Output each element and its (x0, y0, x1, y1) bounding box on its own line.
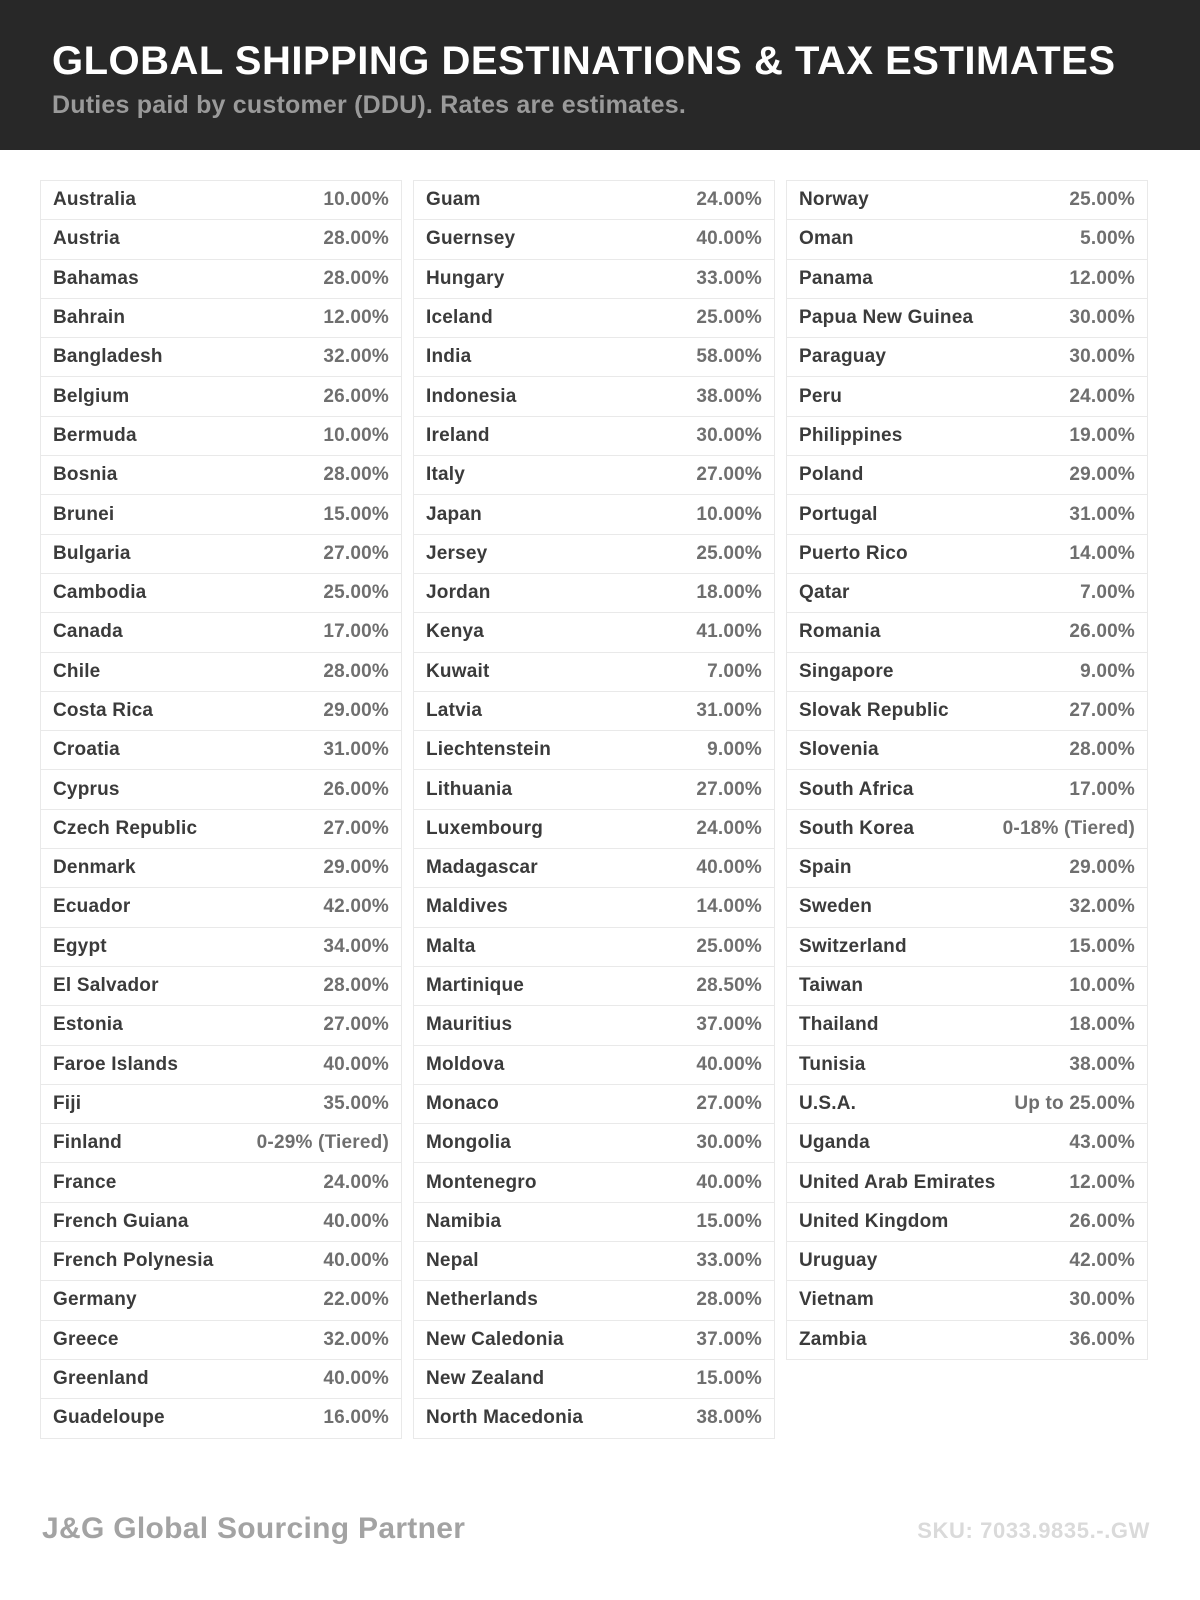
table-row (41, 809, 401, 848)
table-row (787, 298, 1147, 337)
table-row (41, 1320, 401, 1359)
table-row (787, 1123, 1147, 1162)
table-row (41, 573, 401, 612)
country-name: French Guiana (53, 1210, 189, 1232)
tax-rate: 28.50% (696, 975, 762, 997)
tax-rate: 32.00% (1069, 896, 1135, 918)
table-row (787, 927, 1147, 966)
tax-rate: 30.00% (696, 424, 762, 446)
tax-rate: 25.00% (696, 307, 762, 329)
tax-rate: 27.00% (696, 1092, 762, 1114)
table-row (414, 416, 774, 455)
tax-rate: 34.00% (323, 935, 389, 957)
country-name: Taiwan (799, 975, 864, 997)
country-name: Belgium (53, 385, 130, 407)
table-row (41, 612, 401, 651)
tax-rate: 10.00% (323, 424, 389, 446)
tax-rate: 15.00% (323, 503, 389, 525)
country-name: Panama (799, 267, 874, 289)
tax-rate: 38.00% (1069, 1053, 1135, 1075)
table-row (414, 1359, 774, 1398)
table-row (787, 1280, 1147, 1319)
table-row (41, 730, 401, 769)
tax-rate: 30.00% (1069, 1289, 1135, 1311)
country-name: Brunei (53, 503, 115, 525)
country-name: Monaco (426, 1092, 499, 1114)
table-row (787, 376, 1147, 415)
tax-rate: 29.00% (323, 700, 389, 721)
country-name: Canada (53, 621, 123, 643)
table-row (787, 181, 1147, 219)
country-name: Nepal (426, 1250, 479, 1272)
country-name: Cambodia (53, 582, 147, 604)
tax-rate: 24.00% (323, 1171, 389, 1193)
table-row (787, 337, 1147, 376)
country-name: Ecuador (53, 896, 131, 918)
tax-rate: 17.00% (1069, 778, 1135, 800)
tax-rate: 26.00% (1069, 1210, 1135, 1232)
table-row (414, 494, 774, 533)
country-name: France (53, 1171, 117, 1193)
country-name: Uruguay (799, 1250, 878, 1272)
country-name: Malta (426, 935, 476, 957)
tax-rate: 28.00% (323, 660, 389, 682)
tax-rate: 27.00% (323, 817, 389, 839)
tax-rate: 32.00% (323, 346, 389, 368)
tax-rate: 40.00% (696, 1171, 762, 1193)
tax-rate: 27.00% (696, 778, 762, 800)
country-name: Kenya (426, 621, 485, 643)
tax-rate: 25.00% (696, 935, 762, 957)
country-name: Iceland (426, 307, 493, 329)
table-row (414, 848, 774, 887)
tax-rate: 38.00% (696, 1407, 762, 1429)
country-name: Chile (53, 660, 101, 682)
tax-rate: 24.00% (1069, 385, 1135, 407)
tax-rate: 28.00% (696, 1289, 762, 1311)
country-name: Thailand (799, 1014, 879, 1036)
table-row (41, 1398, 401, 1437)
table-row (414, 1123, 774, 1162)
tax-rate: 15.00% (1069, 935, 1135, 957)
table-row (41, 1123, 401, 1162)
page-title: GLOBAL SHIPPING DESTINATIONS & TAX ESTIMATES (52, 39, 1116, 83)
tax-rate: 24.00% (696, 817, 762, 839)
table-row (414, 219, 774, 258)
tax-rate: 12.00% (323, 307, 389, 329)
table-row (414, 534, 774, 573)
country-name: Germany (53, 1289, 137, 1311)
tax-rate: 42.00% (1069, 1250, 1135, 1272)
tax-rate: 28.00% (323, 975, 389, 997)
table-row (414, 887, 774, 926)
country-name: Croatia (53, 739, 120, 761)
country-name: U.S.A. (799, 1092, 857, 1114)
tax-rate: 33.00% (696, 267, 762, 289)
table-row (41, 887, 401, 926)
tax-rate: 18.00% (1069, 1014, 1135, 1036)
tax-rate: 28.00% (323, 228, 389, 250)
table-row (41, 1202, 401, 1241)
tax-rate: 15.00% (696, 1210, 762, 1232)
table-row (787, 455, 1147, 494)
tax-rate: 17.00% (323, 621, 389, 643)
tax-rate: 26.00% (323, 385, 389, 407)
country-name: Spain (799, 857, 852, 879)
table-row (414, 1202, 774, 1241)
country-name: Singapore (799, 660, 894, 682)
table-row (414, 652, 774, 691)
country-name: Tunisia (799, 1053, 866, 1075)
tax-rate: 16.00% (323, 1407, 389, 1429)
table-row (787, 691, 1147, 730)
tax-rate: 30.00% (1069, 346, 1135, 368)
tax-rate: 26.00% (323, 778, 389, 800)
country-name: Lithuania (426, 778, 513, 800)
country-name: Zambia (799, 1328, 867, 1350)
tax-rate: 0-18% (Tiered) (1002, 817, 1135, 839)
table-row (414, 376, 774, 415)
country-name: Japan (426, 503, 482, 525)
tax-rate: 24.00% (696, 189, 762, 211)
table-row (787, 1202, 1147, 1241)
tax-rate: 14.00% (1069, 542, 1135, 564)
table-row (41, 181, 401, 219)
page-header (0, 0, 1200, 150)
country-name: New Caledonia (426, 1328, 564, 1350)
tax-rate: 40.00% (696, 1053, 762, 1075)
country-name: Denmark (53, 857, 136, 879)
table-row (414, 809, 774, 848)
tax-rate: 37.00% (696, 1014, 762, 1036)
country-name: Madagascar (426, 857, 538, 879)
country-name: Slovak Republic (799, 700, 949, 721)
country-name: Uganda (799, 1132, 870, 1154)
table-row (787, 416, 1147, 455)
table-row (787, 1005, 1147, 1044)
tax-rate: 10.00% (1069, 975, 1135, 997)
table-row (41, 927, 401, 966)
tax-rate: 29.00% (323, 857, 389, 879)
table-row (787, 1162, 1147, 1201)
country-name: Guernsey (426, 228, 516, 250)
country-name: Maldives (426, 896, 508, 918)
table-row (41, 848, 401, 887)
tax-rate: 29.00% (1069, 857, 1135, 879)
country-name: North Macedonia (426, 1407, 584, 1429)
country-name: Greece (53, 1328, 119, 1350)
tax-rate: 42.00% (323, 896, 389, 918)
country-name: Bosnia (53, 464, 118, 486)
country-name: Netherlands (426, 1289, 539, 1311)
table-row (41, 1162, 401, 1201)
country-name: Paraguay (799, 346, 887, 368)
tax-rate: 7.00% (1080, 582, 1135, 604)
table-row (41, 455, 401, 494)
country-name: Guam (426, 189, 481, 211)
tax-rate: 35.00% (323, 1092, 389, 1114)
country-name: Ireland (426, 424, 490, 446)
country-name: Moldova (426, 1053, 505, 1075)
table-row (41, 494, 401, 533)
table-row (41, 1241, 401, 1280)
table-row (787, 966, 1147, 1005)
page-footer (42, 1512, 1150, 1546)
tax-rate: 29.00% (1069, 464, 1135, 486)
country-name: Costa Rica (53, 700, 154, 721)
tax-rate: 28.00% (323, 464, 389, 486)
country-name: United Arab Emirates (799, 1171, 996, 1193)
tax-rate: 33.00% (696, 1250, 762, 1272)
country-name: Namibia (426, 1210, 502, 1232)
country-name: Puerto Rico (799, 542, 908, 564)
country-name: Philippines (799, 424, 903, 446)
table-row (787, 769, 1147, 808)
tax-rate: 40.00% (323, 1250, 389, 1272)
tax-rate: 10.00% (323, 189, 389, 211)
tax-rate: 22.00% (323, 1289, 389, 1311)
table-row (414, 1045, 774, 1084)
country-name: Czech Republic (53, 817, 198, 839)
country-name: Bulgaria (53, 542, 131, 564)
table-row (414, 573, 774, 612)
country-name: Martinique (426, 975, 525, 997)
table-row (787, 1045, 1147, 1084)
country-name: Bermuda (53, 424, 137, 446)
table-row (41, 1280, 401, 1319)
tax-rate: 31.00% (696, 700, 762, 721)
table-row (414, 966, 774, 1005)
tax-rate: 25.00% (1069, 189, 1135, 211)
country-name: Hungary (426, 267, 505, 289)
tax-rate: 30.00% (1069, 307, 1135, 329)
country-name: South Korea (799, 817, 915, 839)
country-name: Faroe Islands (53, 1053, 179, 1075)
rates-column-3 (786, 180, 1148, 1360)
tax-rate: 40.00% (323, 1368, 389, 1390)
tax-rate: 27.00% (1069, 700, 1135, 721)
tax-rate: 18.00% (696, 582, 762, 604)
tax-rate: 41.00% (696, 621, 762, 643)
country-name: Vietnam (799, 1289, 874, 1311)
tax-rate: 40.00% (323, 1210, 389, 1232)
country-name: Norway (799, 189, 869, 211)
country-name: Finland (53, 1132, 122, 1154)
country-name: Italy (426, 464, 466, 486)
country-name: Oman (799, 228, 854, 250)
table-row (414, 1005, 774, 1044)
table-row (41, 1045, 401, 1084)
country-name: Mongolia (426, 1132, 511, 1154)
country-name: Switzerland (799, 935, 907, 957)
brand-name: J&G Global Sourcing Partner (42, 1512, 466, 1545)
table-row (41, 416, 401, 455)
tax-rate: 40.00% (696, 857, 762, 879)
country-name: Estonia (53, 1014, 124, 1036)
table-row (414, 181, 774, 219)
country-name: Montenegro (426, 1171, 537, 1193)
table-row (787, 573, 1147, 612)
table-row (414, 1398, 774, 1437)
country-name: Cyprus (53, 778, 120, 800)
tax-rate: 40.00% (323, 1053, 389, 1075)
tax-rate: 0-29% (Tiered) (256, 1132, 389, 1154)
country-name: Portugal (799, 503, 878, 525)
table-row (41, 1005, 401, 1044)
country-name: Sweden (799, 896, 872, 918)
table-row (41, 376, 401, 415)
country-name: Indonesia (426, 385, 517, 407)
table-row (414, 1241, 774, 1280)
country-name: Bangladesh (53, 346, 163, 368)
tax-rate: 14.00% (696, 896, 762, 918)
country-name: Papua New Guinea (799, 307, 974, 329)
tax-rate: 37.00% (696, 1328, 762, 1350)
country-name: El Salvador (53, 975, 159, 997)
country-name: India (426, 346, 472, 368)
tax-rate: 15.00% (696, 1368, 762, 1390)
tax-rate: 40.00% (696, 228, 762, 250)
table-row (414, 259, 774, 298)
tax-rate: 25.00% (323, 582, 389, 604)
tax-rate: 7.00% (707, 660, 762, 682)
tax-rate: 27.00% (696, 464, 762, 486)
country-name: Kuwait (426, 660, 490, 682)
country-name: French Polynesia (53, 1250, 214, 1272)
table-row (414, 1280, 774, 1319)
rates-column-1 (40, 180, 402, 1439)
table-row (787, 730, 1147, 769)
tax-rate: 36.00% (1069, 1328, 1135, 1350)
tax-rate: 12.00% (1069, 267, 1135, 289)
country-name: Austria (53, 228, 120, 250)
country-name: Qatar (799, 582, 850, 604)
table-row (787, 1084, 1147, 1123)
tax-rate: 10.00% (696, 503, 762, 525)
table-row (414, 612, 774, 651)
tax-rate: 9.00% (1080, 660, 1135, 682)
sku-label: SKU: 7033.9835.-.GW (917, 1518, 1150, 1543)
table-row (787, 219, 1147, 258)
tax-rate: 43.00% (1069, 1132, 1135, 1154)
tax-rate: Up to 25.00% (1014, 1092, 1135, 1114)
tax-rate: 58.00% (696, 346, 762, 368)
tax-rate: 31.00% (323, 739, 389, 761)
country-name: New Zealand (426, 1368, 545, 1390)
tax-rate: 25.00% (696, 542, 762, 564)
rates-column-2 (413, 180, 775, 1439)
country-name: South Africa (799, 778, 914, 800)
tax-rate: 5.00% (1080, 228, 1135, 250)
tax-rate: 31.00% (1069, 503, 1135, 525)
table-row (414, 1084, 774, 1123)
country-name: Liechtenstein (426, 739, 552, 761)
country-name: Egypt (53, 935, 107, 957)
country-name: Guadeloupe (53, 1407, 165, 1429)
tax-rate: 27.00% (323, 542, 389, 564)
country-name: Mauritius (426, 1014, 513, 1036)
tax-rate: 9.00% (707, 739, 762, 761)
table-row (787, 259, 1147, 298)
table-row (41, 966, 401, 1005)
tax-rate: 19.00% (1069, 424, 1135, 446)
table-row (414, 1162, 774, 1201)
table-row (414, 455, 774, 494)
country-name: Jordan (426, 582, 491, 604)
table-row (787, 1320, 1147, 1359)
table-row (787, 534, 1147, 573)
country-name: Romania (799, 621, 881, 643)
table-row (414, 927, 774, 966)
table-row (41, 691, 401, 730)
table-row (787, 887, 1147, 926)
tax-rate: 12.00% (1069, 1171, 1135, 1193)
tax-rate: 26.00% (1069, 621, 1135, 643)
country-name: Bahrain (53, 307, 126, 329)
table-row (787, 612, 1147, 651)
table-row (787, 494, 1147, 533)
country-name: Poland (799, 464, 864, 486)
table-row (41, 337, 401, 376)
table-row (414, 337, 774, 376)
country-name: Latvia (426, 700, 483, 721)
country-name: Fiji (53, 1092, 82, 1114)
table-row (414, 730, 774, 769)
country-name: United Kingdom (799, 1210, 949, 1232)
tax-rate: 32.00% (323, 1328, 389, 1350)
country-name: Greenland (53, 1368, 149, 1390)
tax-rate: 28.00% (323, 267, 389, 289)
table-row (41, 1084, 401, 1123)
table-row (41, 1359, 401, 1398)
table-row (414, 298, 774, 337)
country-name: Bahamas (53, 267, 139, 289)
table-row (787, 848, 1147, 887)
country-name: Luxembourg (426, 817, 544, 839)
country-name: Slovenia (799, 739, 879, 761)
table-row (41, 259, 401, 298)
table-row (787, 652, 1147, 691)
country-name: Australia (53, 189, 137, 211)
table-row (41, 769, 401, 808)
tax-rate: 27.00% (323, 1014, 389, 1036)
table-row (787, 809, 1147, 848)
table-row (414, 691, 774, 730)
tax-rate: 28.00% (1069, 739, 1135, 761)
page-subtitle: Duties paid by customer (DDU). Rates are estimates. (52, 91, 687, 119)
tax-rate: 30.00% (696, 1132, 762, 1154)
table-row (414, 1320, 774, 1359)
table-row (41, 298, 401, 337)
table-row (787, 1241, 1147, 1280)
table-row (414, 769, 774, 808)
table-row (41, 534, 401, 573)
table-row (41, 652, 401, 691)
country-name: Peru (799, 385, 843, 407)
tax-rate: 38.00% (696, 385, 762, 407)
country-name: Jersey (426, 542, 488, 564)
table-row (41, 219, 401, 258)
shipping-rates-table (40, 180, 1148, 1439)
